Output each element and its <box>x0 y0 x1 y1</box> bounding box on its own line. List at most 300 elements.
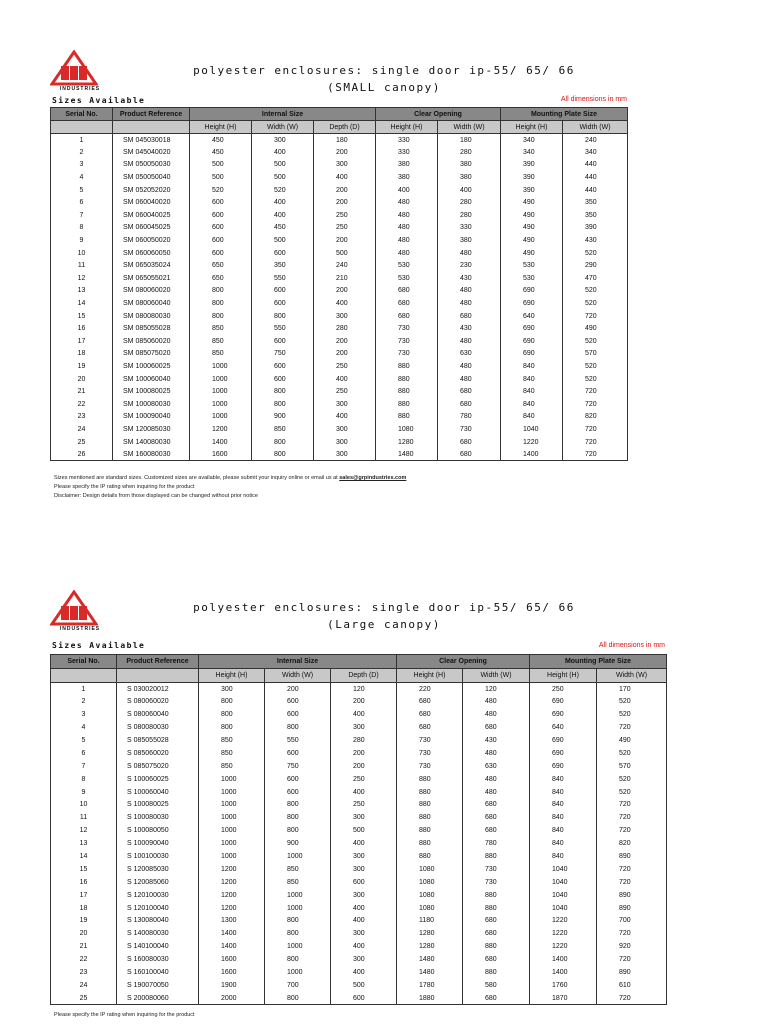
serial-cell: 6 <box>51 747 117 760</box>
dimension-cell: 840 <box>501 385 563 398</box>
dimension-cell: 890 <box>597 902 667 915</box>
dimension-cell: 380 <box>438 171 501 184</box>
reference-cell: S 120085030 <box>117 863 199 876</box>
small-notes <box>54 474 714 501</box>
dimension-cell: 720 <box>597 721 667 734</box>
dimension-cell: 720 <box>597 876 667 889</box>
large-title-line1: polyester enclosures: single door ip-55/ 65/ 66 <box>193 601 575 614</box>
dimension-cell: 1780 <box>397 979 463 992</box>
table-row <box>51 222 628 235</box>
dimension-cell: 800 <box>265 811 331 824</box>
dimension-cell: 470 <box>563 272 628 285</box>
reference-cell: SM 060050020 <box>113 234 190 247</box>
table-row <box>51 837 667 850</box>
reference-cell: S 120100030 <box>117 889 199 902</box>
col-serial: Serial No. <box>51 655 117 669</box>
large-canopy-table <box>50 654 667 1005</box>
serial-cell: 21 <box>51 940 117 953</box>
dimension-cell: 840 <box>530 811 597 824</box>
dimension-cell: 880 <box>397 837 463 850</box>
dimension-cell: 400 <box>331 940 397 953</box>
dimension-cell: 1000 <box>190 385 252 398</box>
dimension-cell: 680 <box>463 799 530 812</box>
dimension-cell: 880 <box>397 811 463 824</box>
col-mounting: Mounting Plate Size <box>530 655 667 669</box>
reference-cell: SM 050050030 <box>113 159 190 172</box>
dimension-cell: 580 <box>463 979 530 992</box>
table-row <box>51 902 667 915</box>
dimension-cell: 800 <box>190 285 252 298</box>
dimension-cell: 1280 <box>397 927 463 940</box>
dimension-cell: 690 <box>501 285 563 298</box>
serial-cell: 3 <box>51 159 113 172</box>
dimension-cell: 800 <box>252 310 314 323</box>
sub-w: Width (W) <box>438 121 501 134</box>
logo-caption: INDUSTRIES <box>59 86 101 92</box>
sales-email-link[interactable]: sales@grpindustries.com <box>339 475 407 481</box>
reference-cell: S 080080030 <box>117 721 199 734</box>
dimension-cell: 480 <box>463 773 530 786</box>
dimension-cell: 200 <box>331 695 397 708</box>
dimension-cell: 1220 <box>530 940 597 953</box>
dimension-cell: 330 <box>438 222 501 235</box>
table-row <box>51 134 628 147</box>
dimension-cell: 300 <box>314 423 376 436</box>
dimension-cell: 880 <box>397 773 463 786</box>
dimension-cell: 720 <box>563 310 628 323</box>
dimension-cell: 380 <box>438 159 501 172</box>
dimension-cell: 350 <box>563 196 628 209</box>
large-dims-note: All dimensions in mm <box>598 642 665 649</box>
reference-cell: S 100080030 <box>117 811 199 824</box>
dimension-cell: 880 <box>463 940 530 953</box>
table-row <box>51 272 628 285</box>
dimension-cell: 300 <box>331 850 397 863</box>
dimension-cell: 400 <box>331 966 397 979</box>
reference-cell: SM 100080030 <box>113 398 190 411</box>
dimension-cell: 400 <box>252 146 314 159</box>
dimension-cell: 680 <box>438 385 501 398</box>
reference-cell: SM 045040020 <box>113 146 190 159</box>
dimension-cell: 1080 <box>397 902 463 915</box>
table-row <box>51 234 628 247</box>
serial-cell: 2 <box>51 146 113 159</box>
serial-cell: 9 <box>51 786 117 799</box>
dimension-cell: 840 <box>530 786 597 799</box>
dimension-cell: 450 <box>252 222 314 235</box>
dimension-cell: 600 <box>190 196 252 209</box>
reference-cell: S 080060040 <box>117 708 199 721</box>
dimension-cell: 800 <box>252 436 314 449</box>
dimension-cell: 390 <box>501 184 563 197</box>
dimension-cell: 840 <box>501 360 563 373</box>
dimension-cell: 780 <box>463 837 530 850</box>
serial-cell: 7 <box>51 760 117 773</box>
dimension-cell: 730 <box>463 876 530 889</box>
serial-cell: 18 <box>51 902 117 915</box>
col-clear: Clear Opening <box>397 655 530 669</box>
dimension-cell: 600 <box>252 335 314 348</box>
dimension-cell: 680 <box>438 398 501 411</box>
dimension-cell: 330 <box>376 134 438 147</box>
dimension-cell: 850 <box>199 760 265 773</box>
reference-cell: SM 060060050 <box>113 247 190 260</box>
dimension-cell: 600 <box>252 247 314 260</box>
dimension-cell: 1600 <box>199 966 265 979</box>
dimension-cell: 210 <box>314 272 376 285</box>
serial-cell: 19 <box>51 360 113 373</box>
reference-cell: S 100080050 <box>117 824 199 837</box>
dimension-cell: 730 <box>397 747 463 760</box>
dimension-cell: 1300 <box>199 915 265 928</box>
dimension-cell: 880 <box>376 411 438 424</box>
serial-cell: 7 <box>51 209 113 222</box>
dimension-cell: 880 <box>463 850 530 863</box>
dimension-cell: 840 <box>501 373 563 386</box>
reference-cell: SM 050050040 <box>113 171 190 184</box>
dimension-cell: 440 <box>563 171 628 184</box>
dimension-cell: 1000 <box>265 940 331 953</box>
sub-h: Height (H) <box>376 121 438 134</box>
table-row <box>51 335 628 348</box>
dimension-cell: 800 <box>265 721 331 734</box>
small-canopy-table <box>50 107 628 461</box>
reference-cell: S 160080030 <box>117 953 199 966</box>
dimension-cell: 200 <box>314 184 376 197</box>
table-row <box>51 209 628 222</box>
dimension-cell: 480 <box>438 297 501 310</box>
dimension-cell: 690 <box>530 760 597 773</box>
dimension-cell: 520 <box>563 285 628 298</box>
dimension-cell: 880 <box>376 360 438 373</box>
dimension-cell: 250 <box>530 683 597 696</box>
serial-cell: 25 <box>51 992 117 1005</box>
sub-h: Height (H) <box>190 121 252 134</box>
dimension-cell: 800 <box>199 695 265 708</box>
dimension-cell: 1000 <box>265 966 331 979</box>
dimension-cell: 480 <box>376 222 438 235</box>
dimension-cell: 850 <box>265 876 331 889</box>
dimension-cell: 300 <box>314 310 376 323</box>
serial-cell: 23 <box>51 411 113 424</box>
dimension-cell: 720 <box>597 824 667 837</box>
dimension-cell: 180 <box>438 134 501 147</box>
dimension-cell: 600 <box>265 747 331 760</box>
dimension-cell: 490 <box>501 209 563 222</box>
dimension-cell: 600 <box>265 773 331 786</box>
dimension-cell: 1000 <box>199 786 265 799</box>
dimension-cell: 1400 <box>530 953 597 966</box>
dimension-cell: 530 <box>501 259 563 272</box>
dimension-cell: 680 <box>463 721 530 734</box>
col-serial: Serial No. <box>51 108 113 121</box>
serial-cell: 26 <box>51 448 113 461</box>
dimension-cell: 1080 <box>397 889 463 902</box>
dimension-cell: 520 <box>563 360 628 373</box>
dimension-cell: 120 <box>331 683 397 696</box>
dimension-cell: 240 <box>314 259 376 272</box>
dimension-cell: 500 <box>252 171 314 184</box>
dimension-cell: 430 <box>563 234 628 247</box>
dimension-cell: 600 <box>265 695 331 708</box>
dimension-cell: 490 <box>501 234 563 247</box>
reference-cell: SM 085060020 <box>113 335 190 348</box>
dimension-cell: 880 <box>397 850 463 863</box>
dimension-cell: 250 <box>314 222 376 235</box>
dimension-cell: 1220 <box>530 927 597 940</box>
sub-d: Depth (D) <box>314 121 376 134</box>
dimension-cell: 400 <box>314 411 376 424</box>
dimension-cell: 480 <box>438 335 501 348</box>
small-note-disclaimer: Disclaimer: Design details from those displayed can be changed without prior notice <box>54 493 258 499</box>
serial-cell: 17 <box>51 889 117 902</box>
dimension-cell: 730 <box>376 348 438 361</box>
dimension-cell: 680 <box>376 310 438 323</box>
dimension-cell: 1080 <box>397 876 463 889</box>
dimension-cell: 330 <box>376 146 438 159</box>
dimension-cell: 250 <box>314 209 376 222</box>
dimension-cell: 680 <box>438 310 501 323</box>
dimension-cell: 680 <box>397 721 463 734</box>
reference-cell: SM 060040025 <box>113 209 190 222</box>
dimension-cell: 520 <box>252 184 314 197</box>
dimension-cell: 250 <box>331 773 397 786</box>
dimension-cell: 690 <box>530 708 597 721</box>
dimension-cell: 1000 <box>199 773 265 786</box>
table-row <box>51 695 667 708</box>
dimension-cell: 1200 <box>199 902 265 915</box>
dimension-cell: 280 <box>438 196 501 209</box>
dimension-cell: 890 <box>597 889 667 902</box>
dimension-cell: 300 <box>331 889 397 902</box>
serial-cell: 9 <box>51 234 113 247</box>
dimension-cell: 490 <box>501 222 563 235</box>
dimension-cell: 400 <box>252 209 314 222</box>
dimension-cell: 200 <box>314 234 376 247</box>
dimension-cell: 600 <box>331 876 397 889</box>
dimension-cell: 640 <box>530 721 597 734</box>
small-title <box>0 62 768 96</box>
dimension-cell: 300 <box>331 953 397 966</box>
dimension-cell: 600 <box>190 234 252 247</box>
large-title <box>0 599 768 633</box>
dimension-cell: 300 <box>314 398 376 411</box>
table-row <box>51 850 667 863</box>
table-row <box>51 811 667 824</box>
table-row <box>51 322 628 335</box>
dimension-cell: 400 <box>314 297 376 310</box>
serial-cell: 23 <box>51 966 117 979</box>
serial-cell: 12 <box>51 272 113 285</box>
dimension-cell: 730 <box>463 863 530 876</box>
dimension-cell: 800 <box>265 953 331 966</box>
dimension-cell: 850 <box>199 747 265 760</box>
dimension-cell: 730 <box>376 335 438 348</box>
dimension-cell: 280 <box>331 734 397 747</box>
dimension-cell: 630 <box>463 760 530 773</box>
dimension-cell: 500 <box>252 159 314 172</box>
dimension-cell: 800 <box>199 721 265 734</box>
dimension-cell: 610 <box>597 979 667 992</box>
dimension-cell: 680 <box>397 695 463 708</box>
reference-cell: SM 100060040 <box>113 373 190 386</box>
table-row <box>51 721 667 734</box>
dimension-cell: 430 <box>438 272 501 285</box>
dimension-cell: 680 <box>463 927 530 940</box>
dimension-cell: 400 <box>331 902 397 915</box>
dimension-cell: 530 <box>376 272 438 285</box>
dimension-cell: 840 <box>501 398 563 411</box>
serial-cell: 18 <box>51 348 113 361</box>
table-row <box>51 979 667 992</box>
dimension-cell: 720 <box>563 448 628 461</box>
sub-h: Height (H) <box>501 121 563 134</box>
dimension-cell: 1400 <box>199 940 265 953</box>
reference-cell: S 100060025 <box>117 773 199 786</box>
table-row <box>51 876 667 889</box>
dimension-cell: 1000 <box>199 850 265 863</box>
dimension-cell: 1900 <box>199 979 265 992</box>
dimension-cell: 680 <box>463 953 530 966</box>
dimension-cell: 700 <box>597 915 667 928</box>
dimension-cell: 680 <box>397 708 463 721</box>
dimension-cell: 300 <box>331 721 397 734</box>
col-mounting: Mounting Plate Size <box>501 108 628 121</box>
dimension-cell: 200 <box>314 348 376 361</box>
table-row <box>51 285 628 298</box>
serial-cell: 19 <box>51 915 117 928</box>
dimension-cell: 400 <box>376 184 438 197</box>
dimension-cell: 520 <box>563 373 628 386</box>
dimension-cell: 390 <box>501 159 563 172</box>
dimension-cell: 300 <box>252 134 314 147</box>
dimension-cell: 480 <box>463 786 530 799</box>
reference-cell: SM 080060020 <box>113 285 190 298</box>
dimension-cell: 400 <box>331 786 397 799</box>
dimension-cell: 280 <box>438 146 501 159</box>
blank-sub <box>51 669 117 683</box>
dimension-cell: 530 <box>501 272 563 285</box>
col-internal: Internal Size <box>190 108 376 121</box>
dimension-cell: 1200 <box>190 423 252 436</box>
reference-cell: S 030020012 <box>117 683 199 696</box>
dimension-cell: 440 <box>563 159 628 172</box>
dimension-cell: 880 <box>376 398 438 411</box>
dimension-cell: 690 <box>501 297 563 310</box>
small-dims-note: All dimensions in mm <box>560 96 627 103</box>
dimension-cell: 570 <box>563 348 628 361</box>
reference-cell: S 085060020 <box>117 747 199 760</box>
dimension-cell: 480 <box>438 360 501 373</box>
reference-cell: SM 060045025 <box>113 222 190 235</box>
dimension-cell: 480 <box>463 747 530 760</box>
dimension-cell: 1870 <box>530 992 597 1005</box>
dimension-cell: 520 <box>563 297 628 310</box>
table-row <box>51 953 667 966</box>
serial-cell: 1 <box>51 134 113 147</box>
dimension-cell: 1880 <box>397 992 463 1005</box>
reference-cell: S 130080040 <box>117 915 199 928</box>
dimension-cell: 1400 <box>199 927 265 940</box>
dimension-cell: 500 <box>314 247 376 260</box>
reference-cell: S 080060020 <box>117 695 199 708</box>
dimension-cell: 880 <box>376 373 438 386</box>
dimension-cell: 480 <box>438 285 501 298</box>
serial-cell: 17 <box>51 335 113 348</box>
serial-cell: 15 <box>51 310 113 323</box>
reference-cell: S 140100040 <box>117 940 199 953</box>
dimension-cell: 550 <box>252 322 314 335</box>
serial-cell: 25 <box>51 436 113 449</box>
dimension-cell: 1000 <box>265 850 331 863</box>
dimension-cell: 800 <box>265 824 331 837</box>
dimension-cell: 800 <box>190 310 252 323</box>
small-title-line1: polyester enclosures: single door ip-55/ 65/ 66 <box>193 64 575 77</box>
table-row <box>51 259 628 272</box>
dimension-cell: 300 <box>314 159 376 172</box>
dimension-cell: 250 <box>314 360 376 373</box>
reference-cell: SM 085075020 <box>113 348 190 361</box>
dimension-cell: 840 <box>530 850 597 863</box>
table-row <box>51 773 667 786</box>
dimension-cell: 600 <box>265 708 331 721</box>
dimension-cell: 450 <box>190 134 252 147</box>
serial-cell: 13 <box>51 285 113 298</box>
dimension-cell: 1000 <box>199 824 265 837</box>
serial-cell: 22 <box>51 953 117 966</box>
dimension-cell: 480 <box>376 247 438 260</box>
dimension-cell: 430 <box>438 322 501 335</box>
dimension-cell: 800 <box>190 297 252 310</box>
dimension-cell: 500 <box>190 171 252 184</box>
dimension-cell: 800 <box>265 915 331 928</box>
dimension-cell: 390 <box>563 222 628 235</box>
reference-cell: S 140080030 <box>117 927 199 940</box>
dimension-cell: 280 <box>314 322 376 335</box>
dimension-cell: 720 <box>597 863 667 876</box>
table-row <box>51 171 628 184</box>
dimension-cell: 1080 <box>397 863 463 876</box>
dimension-cell: 850 <box>265 863 331 876</box>
dimension-cell: 300 <box>331 811 397 824</box>
reference-cell: S 100080025 <box>117 799 199 812</box>
dimension-cell: 680 <box>463 811 530 824</box>
small-note-sizes: Sizes mentioned are standard sizes. Customized sizes are available, please submit your inquiry online or email us at sales@grpindustries.com <box>54 475 407 481</box>
dimension-cell: 380 <box>438 234 501 247</box>
dimension-cell: 680 <box>438 448 501 461</box>
dimension-cell: 880 <box>397 786 463 799</box>
dimension-cell: 340 <box>563 146 628 159</box>
serial-cell: 3 <box>51 708 117 721</box>
dimension-cell: 480 <box>376 234 438 247</box>
large-notes <box>54 1011 714 1020</box>
dimension-cell: 1040 <box>530 876 597 889</box>
dimension-cell: 640 <box>501 310 563 323</box>
dimension-cell: 490 <box>501 247 563 260</box>
dimension-cell: 730 <box>397 760 463 773</box>
reference-cell: SM 045030018 <box>113 134 190 147</box>
reference-cell: SM 085055028 <box>113 322 190 335</box>
small-sizes-label: Sizes Available <box>52 96 146 105</box>
dimension-cell: 1000 <box>199 799 265 812</box>
dimension-cell: 200 <box>314 285 376 298</box>
dimension-cell: 750 <box>265 760 331 773</box>
dimension-cell: 180 <box>314 134 376 147</box>
logo-caption: INDUSTRIES <box>59 626 101 632</box>
dimension-cell: 690 <box>530 734 597 747</box>
dimension-cell: 650 <box>190 259 252 272</box>
dimension-cell: 600 <box>190 247 252 260</box>
